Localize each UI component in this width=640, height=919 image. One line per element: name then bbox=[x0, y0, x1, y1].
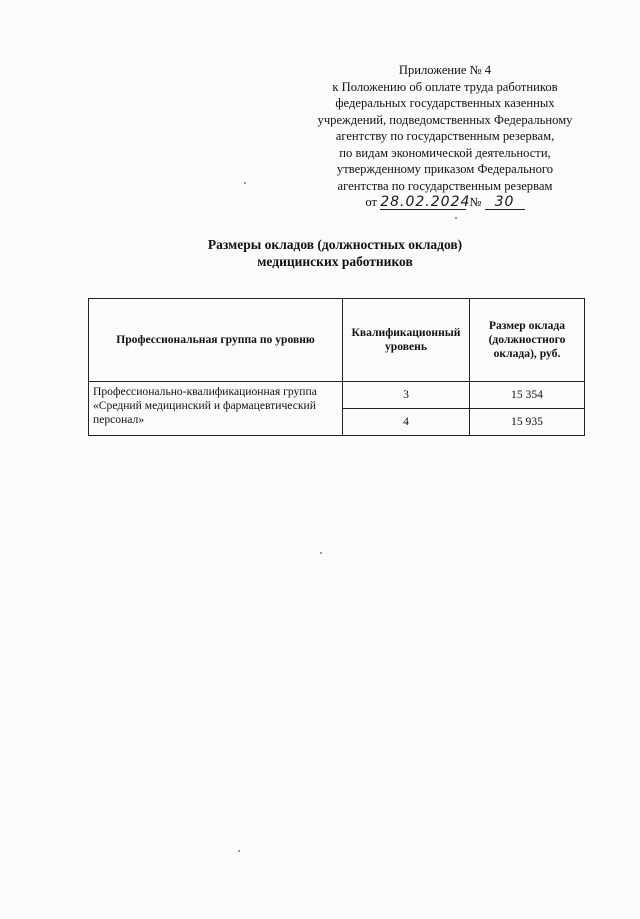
annex-line: Приложение № 4 bbox=[398, 63, 492, 77]
table-header-row bbox=[89, 299, 585, 382]
handwritten-number: 30 bbox=[485, 195, 525, 210]
level-cell: 3 bbox=[343, 382, 470, 409]
scan-speck bbox=[455, 217, 457, 219]
document-title bbox=[150, 236, 520, 270]
order-date-line bbox=[300, 194, 590, 211]
annex-line: к Положению об оплате труда работников bbox=[332, 79, 558, 94]
title-line-2: медицинских работников bbox=[257, 254, 413, 269]
header-salary-amount: Размер оклада (должностного оклада), руб. bbox=[470, 299, 585, 382]
annex-line: утвержденному приказом Федерального bbox=[336, 162, 554, 176]
annex-line: агентству по государственным резервам, bbox=[335, 129, 555, 143]
salary-cell: 15 935 bbox=[470, 409, 585, 436]
scan-speck bbox=[320, 552, 322, 554]
salary-table bbox=[88, 298, 585, 436]
salary-cell: 15 354 bbox=[470, 382, 585, 409]
group-name-cell: Профессионально-квалификационная группа «Средний медицинский и фармацевтический персонал» bbox=[89, 382, 343, 436]
annex-line: по видам экономической деятельности, bbox=[339, 145, 551, 160]
annex-line: федеральных государственных казенных bbox=[335, 96, 555, 110]
annex-line: учреждений, подведомственных Федеральному bbox=[317, 112, 573, 127]
header-professional-group: Профессиональная группа по уровню bbox=[89, 299, 343, 382]
scan-speck bbox=[238, 850, 240, 852]
header-qualification-level: Квалификационный уровень bbox=[343, 299, 470, 382]
table-row bbox=[89, 382, 585, 409]
annex-block bbox=[300, 62, 590, 211]
number-prefix: № bbox=[469, 195, 482, 209]
title-line-1: Размеры окладов (должностных окладов) bbox=[207, 237, 463, 252]
scan-speck bbox=[244, 182, 246, 184]
handwritten-date: 28.02.2024 bbox=[380, 194, 471, 210]
date-prefix: от bbox=[365, 195, 378, 209]
annex-line: агентства по государственным резервам bbox=[337, 178, 553, 193]
level-cell: 4 bbox=[343, 409, 470, 436]
